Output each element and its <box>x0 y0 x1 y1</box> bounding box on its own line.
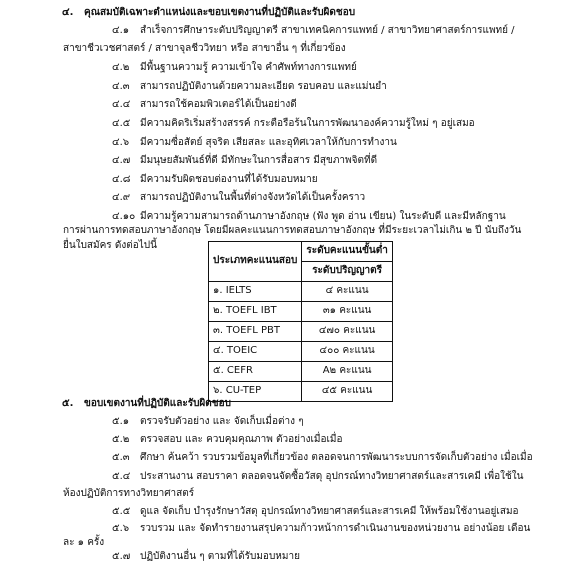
test-name-cell: ๑. IELTS <box>209 282 302 302</box>
item-number: ๔.๖ <box>112 137 130 148</box>
list-item <box>112 192 365 205</box>
item-text: มีความรับผิดชอบต่องานที่ได้รับมอบหมาย <box>140 174 318 185</box>
item-number: ๕.๔ <box>112 471 131 482</box>
item-text: สำเร็จการศึกษาระดับปริญญาตรี สาขาเทคนิคการแพทย์ / สาขาวิทยาศาสตร์การแพทย์ / <box>140 25 515 36</box>
list-item <box>112 174 318 187</box>
item-text: ดูแล จัดเก็บ บำรุงรักษาวัสดุ อุปกรณ์ทางวิทยาศาสตร์และสารเคมี ให้พร้อมใช้งานอยู่เสมอ <box>140 506 519 517</box>
list-item <box>112 137 397 150</box>
item-number: ๔.๘ <box>112 174 131 185</box>
item-text: มีมนุษยสัมพันธ์ที่ดี มีทักษะในการสื่อสาร มีสุขภาพจิตที่ดี <box>140 155 378 166</box>
item-continuation: การผ่านการทดสอบภาษาอังกฤษ โดยมีผลคะแนนการทดสอบภาษาอังกฤษ ที่มีระยะเวลาไม่เกิน ๒ ปี นับถึงวัน <box>63 225 522 236</box>
item-number: ๕.๒ <box>112 434 130 445</box>
item-number: ๔.๑๐ <box>112 211 136 222</box>
item-text: รวบรวม และ จัดทำรายงานสรุปความก้าวหน้าการดำเนินงานของหน่วยงาน อย่างน้อย เดือน <box>140 523 531 534</box>
min-score-cell: ๔ คะแนน <box>302 282 393 302</box>
list-item <box>112 551 300 564</box>
list-item <box>112 99 297 112</box>
section-4-number: ๔. <box>62 7 74 18</box>
section-4-title: คุณสมบัติเฉพาะตำแหน่งและขอบเขตงานที่ปฏิบัติและรับผิดชอบ <box>84 7 356 18</box>
item-number: ๔.๙ <box>112 192 131 203</box>
item-number: ๔.๑ <box>112 25 130 36</box>
item-number: ๔.๔ <box>112 99 131 110</box>
test-name-cell: ๕. CEFR <box>209 362 302 382</box>
test-name-cell: ๒. TOEFL IBT <box>209 302 302 322</box>
item-number: ๕.๕ <box>112 506 131 517</box>
list-item <box>112 62 357 75</box>
section-5-number: ๕. <box>62 398 74 409</box>
item-number: ๕.๑ <box>112 416 130 427</box>
header-degree-level: ระดับปริญญาตรี <box>302 262 393 282</box>
item-text: สามารถปฏิบัติงานด้วยความละเอียด รอบคอบ และแม่นยำ <box>140 81 387 92</box>
table-row <box>209 362 393 382</box>
item-text: ศึกษา ค้นคว้า รวบรวมข้อมูลที่เกี่ยวข้อง ตลอดจนการพัฒนาระบบการจัดเก็บตัวอย่าง เมื่อเมื่อ <box>140 452 533 463</box>
header-test-type: ประเภทคะแนนสอบ <box>209 242 302 282</box>
header-min-score: ระดับคะแนนขั้นต่ำ <box>302 242 393 262</box>
item-text: สามารถปฏิบัติงานในพื้นที่ต่างจังหวัดได้เป็นครั้งคราว <box>140 192 366 203</box>
item-text: ปฏิบัติงานอื่น ๆ ตามที่ได้รับมอบหมาย <box>140 551 300 562</box>
section-5-heading <box>62 398 231 411</box>
list-item <box>112 81 387 94</box>
table-row <box>209 302 393 322</box>
table-row <box>209 322 393 342</box>
table-header-row <box>209 242 393 262</box>
item-continuation: ละ ๑ ครั้ง <box>63 537 105 548</box>
list-item <box>112 434 342 447</box>
item-text: มีพื้นฐานความรู้ ความเข้าใจ คำศัพท์ทางการแพทย์ <box>140 62 357 73</box>
test-name-cell: ๔. TOEIC <box>209 342 302 362</box>
item-text: มีความคิดริเริ่มสร้างสรรค์ กระตือรือร้นในการพัฒนาองค์ความรู้ใหม่ ๆ อยู่เสมอ <box>140 118 475 129</box>
list-item <box>112 452 533 465</box>
min-score-cell: ๔๐๐ คะแนน <box>302 342 393 362</box>
english-score-table <box>208 241 393 402</box>
list-item <box>112 155 377 168</box>
list-item <box>112 211 506 224</box>
list-item <box>112 25 515 38</box>
test-name-cell: ๖. CU-TEP <box>209 382 302 402</box>
item-number: ๕.๖ <box>112 523 130 534</box>
min-score-cell: ๓๑ คะแนน <box>302 302 393 322</box>
test-name-cell: ๓. TOEFL PBT <box>209 322 302 342</box>
min-score-cell: ๔๕ คะแนน <box>302 382 393 402</box>
item-number: ๕.๓ <box>112 452 130 463</box>
table-row <box>209 282 393 302</box>
item-text: ตรวจสอบ และ ควบคุมคุณภาพ ตัวอย่างเมื่อเมื่อ <box>140 434 343 445</box>
item-text: ประสานงาน สอบราคา ตลอดจนจัดซื้อวัสดุ อุปกรณ์ทางวิทยาศาสตร์และสารเคมี เพื่อใช้ใน <box>140 471 524 482</box>
list-item <box>112 523 530 536</box>
section-5-title: ขอบเขตงานที่ปฏิบัติและรับผิดชอบ <box>84 398 231 409</box>
list-item <box>112 471 524 484</box>
item-number: ๔.๗ <box>112 155 131 166</box>
item-text: มีความซื่อสัตย์ สุจริต เสียสละ และอุทิศเวลาให้กับการทำงาน <box>140 137 397 148</box>
item-text: มีความรู้ความสามารถด้านภาษาอังกฤษ (ฟัง พูด อ่าน เขียน) ในระดับดี และมีหลักฐาน <box>140 211 506 222</box>
item-number: ๔.๒ <box>112 62 130 73</box>
item-number: ๔.๕ <box>112 118 131 129</box>
section-4-heading <box>62 7 355 20</box>
item-continuation: ห้องปฏิบัติการทางวิทยาศาสตร์ <box>63 488 195 499</box>
item-text: ตรวจรับตัวอย่าง และ จัดเก็บเมื่อต่าง ๆ <box>140 416 304 427</box>
table-row <box>209 342 393 362</box>
table-row <box>209 382 393 402</box>
min-score-cell: ๔๗๐ คะแนน <box>302 322 393 342</box>
list-item <box>112 118 475 131</box>
list-item <box>112 506 519 519</box>
item-number: ๔.๓ <box>112 81 130 92</box>
list-item <box>112 416 304 429</box>
item-number: ๕.๗ <box>112 551 131 562</box>
item-continuation: สาขาชีวเวชศาสตร์ / สาขาจุลชีววิทยา หรือ สาขาอื่น ๆ ที่เกี่ยวข้อง <box>63 43 346 54</box>
item-continuation: ยื่นใบสมัคร ดังต่อไปนี้ <box>63 240 157 251</box>
item-text: สามารถใช้คอมพิวเตอร์ได้เป็นอย่างดี <box>140 99 297 110</box>
min-score-cell: A๒ คะแนน <box>302 362 393 382</box>
